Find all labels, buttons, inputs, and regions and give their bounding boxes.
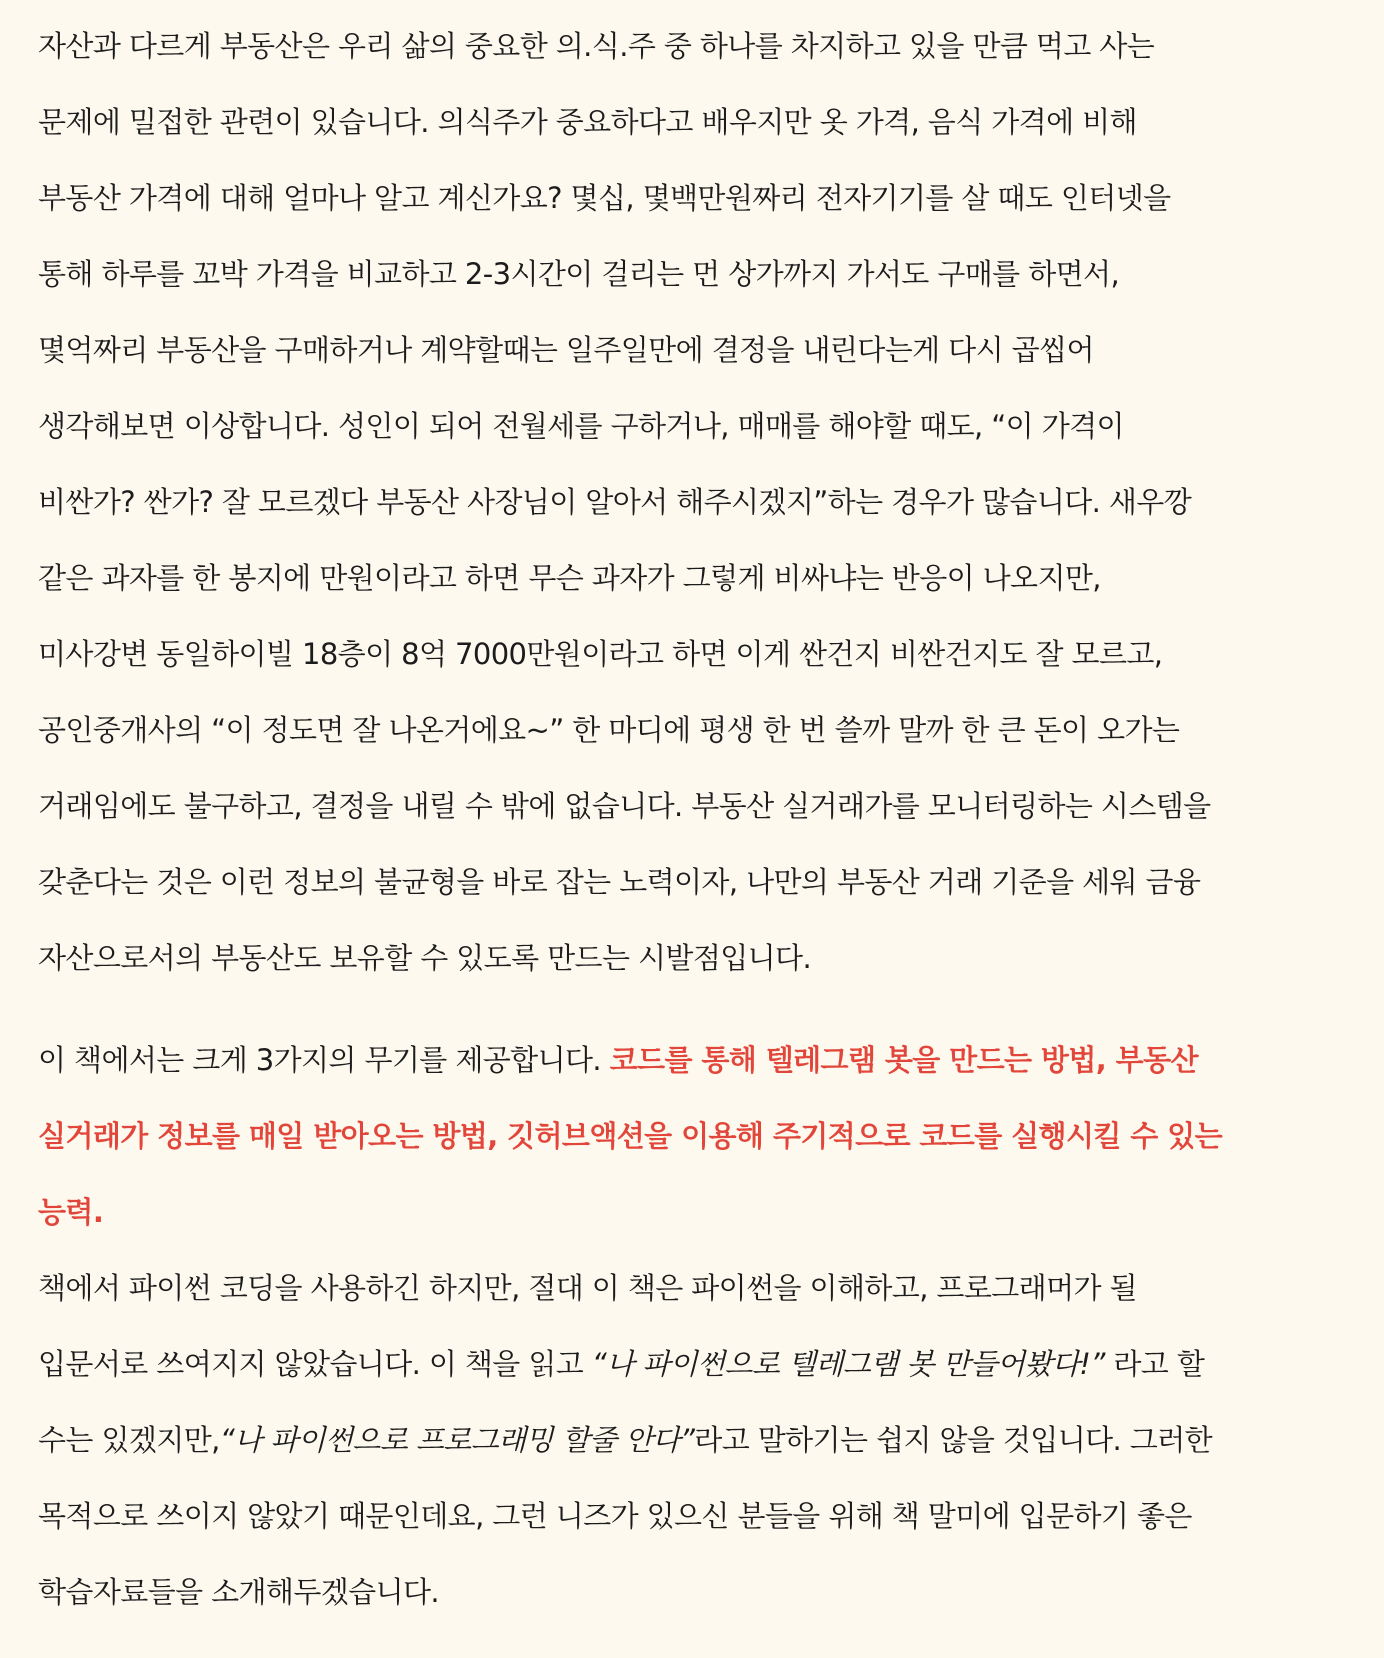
paragraph-3-line-3-start: 수는 있겠지만,: [38, 1423, 220, 1457]
paragraph-3-line-2-end: 라고 할: [1104, 1347, 1205, 1381]
paragraph-3-line-2: [38, 1344, 1204, 1384]
paragraph-2-highlight-3: 능력.: [38, 1195, 104, 1229]
paragraph-2-line-1: [38, 1040, 1198, 1080]
paragraph-1-line-5: 몇억짜리 부동산을 구매하거나 계약할때는 일주일만에 결정을 내린다는게 다시 곱씹어: [38, 333, 1094, 367]
paragraph-2-highlight-1: 코드를 통해 텔레그램 봇을 만드는 방법, 부동산: [609, 1043, 1198, 1077]
paragraph-1-line-11: 거래임에도 불구하고, 결정을 내릴 수 밖에 없습니다. 부동산 실거래가를 모니터링하는 시스템을: [38, 789, 1211, 823]
paragraph-1-line-3: 부동산 가격에 대해 얼마나 알고 계신가요? 몇십, 몇백만원짜리 전자기기를 살 때도 인터넷을: [38, 181, 1171, 215]
paragraph-3-line-4: 목적으로 쓰이지 않았기 때문인데요, 그런 니즈가 있으신 분들을 위해 책 말미에 입문하기 좋은: [38, 1499, 1192, 1533]
paragraph-3-line-1: 책에서 파이썬 코딩을 사용하긴 하지만, 절대 이 책은 파이썬을 이해하고, 프로그래머가 될: [38, 1271, 1137, 1305]
paragraph-1-line-4: 통해 하루를 꼬박 가격을 비교하고 2-3시간이 걸리는 먼 상가까지 가서도 구매를 하면서,: [38, 257, 1120, 291]
paragraph-3-line-2-start: 입문서로 쓰여지지 않았습니다. 이 책을 읽고: [38, 1347, 592, 1381]
paragraph-1-line-8: 같은 과자를 한 봉지에 만원이라고 하면 무슨 과자가 그렇게 비싸냐는 반응이 나오지만,: [38, 561, 1101, 595]
paragraph-2-highlight-2: 실거래가 정보를 매일 받아오는 방법, 깃허브액션을 이용해 주기적으로 코드를 실행시킬 수 있는: [38, 1119, 1223, 1153]
italic-quote-programming: “나 파이썬으로 프로그래밍 할줄 안다”: [219, 1423, 695, 1457]
paragraph-2-intro-text: 이 책에서는 크게 3가지의 무기를 제공합니다.: [38, 1043, 610, 1077]
paragraph-3-line-5: 학습자료들을 소개해두겠습니다.: [38, 1575, 440, 1609]
paragraph-1-line-13: 자산으로서의 부동산도 보유할 수 있도록 만드는 시발점입니다.: [38, 941, 812, 975]
italic-quote-telegram-bot: “나 파이썬으로 텔레그램 봇 만들어봤다!”: [591, 1347, 1105, 1381]
paragraph-1-line-1: 자산과 다르게 부동산은 우리 삶의 중요한 의.식.주 중 하나를 차지하고 있을 만큼 먹고 사는: [38, 29, 1155, 63]
paragraph-3-line-3-end: 라고 말하기는 쉽지 않을 것입니다. 그러한: [694, 1423, 1213, 1457]
paragraph-3-line-3: [38, 1420, 1212, 1460]
paragraph-1-line-7: 비싼가? 싼가? 잘 모르겠다 부동산 사장님이 알아서 해주시겠지”하는 경우가 많습니다. 새우깡: [38, 485, 1192, 519]
paragraph-1-line-9: 미사강변 동일하이빌 18층이 8억 7000만원이라고 하면 이게 싼건지 비싼건지도 잘 모르고,: [38, 637, 1163, 671]
paragraph-1-line-2: 문제에 밀접한 관련이 있습니다. 의식주가 중요하다고 배우지만 옷 가격, 음식 가격에 비해: [38, 105, 1137, 139]
paragraph-1-line-12: 갖춘다는 것은 이런 정보의 불균형을 바로 잡는 노력이자, 나만의 부동산 거래 기준을 세워 금융: [38, 865, 1201, 899]
paragraph-1-line-10: 공인중개사의 “이 정도면 잘 나온거에요~” 한 마디에 평생 한 번 쓸까 말까 한 큰 돈이 오가는: [38, 713, 1180, 747]
paragraph-1-line-6: 생각해보면 이상합니다. 성인이 되어 전월세를 구하거나, 매매를 해야할 때도, “이 가격이: [38, 409, 1124, 443]
